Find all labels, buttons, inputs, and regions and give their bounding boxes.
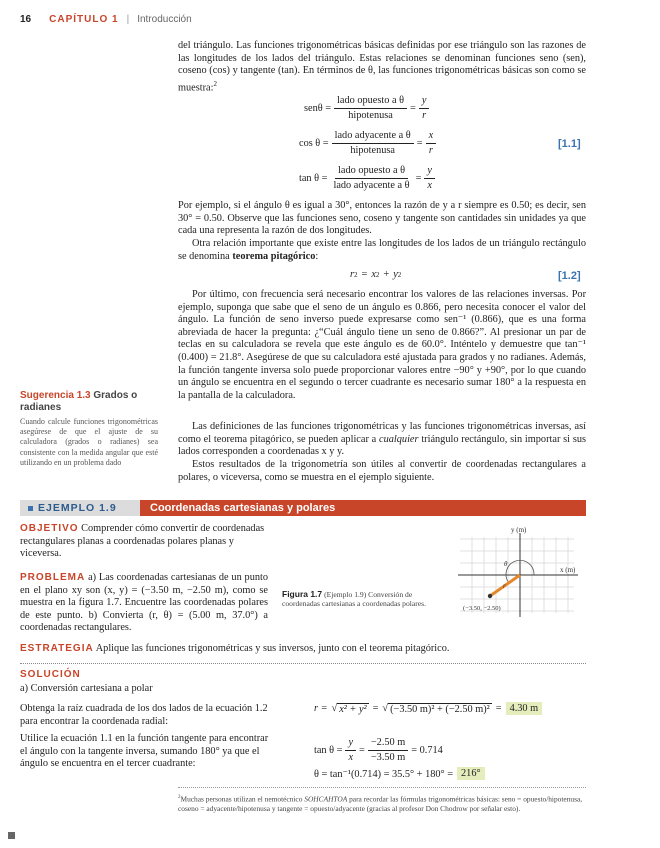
cos-fraction: $\frac{\text{lado adyacente a θ}}{\text{hipotenusa}}$: [332, 130, 414, 157]
equation-cos: cos θ = $\frac{\text{lado adyacente a θ}}{\text{hipotenusa}}$ = $\frac{x}{r}$: [299, 130, 439, 157]
point-marker: [488, 594, 492, 598]
pythagorean-paragraph: Otra relación importante que existe entre las longitudes de los lados de un triángulo rectángulo se denomina teorema pitagórico:: [178, 238, 586, 262]
radial-equation: r = √ x² + y² = √ (−3.50 m)² + (−2.50 m)² = 4.30 m: [314, 702, 542, 715]
example-label: EJEMPLO 1.9: [38, 502, 117, 514]
sin-ratio: $\frac{y}{r}$: [419, 95, 430, 122]
pythagorean-term: teorema pitagórico: [232, 250, 316, 262]
problema-block: PROBLEMA a) Las coordenadas cartesianas de un punto en el plano xy son (x, y) = (−3.50 m, −2.50 m), como se muestra en la figura 1.7. Encuentre las coordenadas polares de este punto. b) Convierta (r, θ) = (5.00 m, 37.0°) a coordenadas rectangulares.: [20, 572, 269, 634]
equation-sin: senθ = $\frac{\text{lado opuesto a θ}}{\text{hipotenusa}}$ = $\frac{y}{r}$: [304, 95, 432, 122]
step1-text: Obtenga la raíz cuadrada de los dos lados de la ecuación 1.2 para encontrar la coordenada radial:: [20, 703, 268, 727]
example-paragraph: Por ejemplo, si el ángulo θ es igual a 30°, entonces la razón de y a r siempre es 0.50; es decir, sen 30° = 0.50. Observe que las funciones seno, coseno y tangente son cantidades sin unidades ya que cada una representa la razón de dos longitudes.: [178, 200, 586, 237]
equation-pythagorean: r 2 = x 2 + y 2: [350, 269, 402, 280]
equation-number-1-1: [1.1]: [558, 138, 581, 150]
theta-result: 216°: [457, 767, 485, 780]
page-corner-mark: [8, 832, 15, 839]
footnote: $^2$Muchas personas utilizan el nemotécnico SOHCAHTOA para recordar las fórmulas trigonométricas básicas: seno = opuesto/hipotenusa, coseno = adyacente/hipotenusa y tangente = opuesto/adyacente (gracias al profesor Don Chodrow por señalar esto).: [178, 794, 583, 813]
inverse-paragraph: Por último, con frecuencia será necesario encontrar los valores de las relaciones inversas. Por ejemplo, suponga que sabe que el seno de un ángulo es 0.866, pero necesita conocer el valor del ángulo. La función de seno inverso puede expresarse como sen⁻¹ (0.866), que es una forma abreviada de hacer la pregunta: ¿“Cuál ángulo tiene un seno de 0.866?”. Al presionar un par de teclas en su calculadora se revela que este ángulo es de 60.0°. Inténtelo y demuestre que tan⁻¹ (0.400) = 21.8°. Asegúrese de que su calculadora esté ajustada para grados y no radianes. Además, la función tangente inversa solo puede proporcionar valores entre −90° y +90°, por lo que cuando un ángulo se encuentra en el segundo o tercer cuadrante es necesario sumar 180° a la respuesta en la pantalla de la calculadora.: [178, 289, 586, 401]
tan-ratio: $\frac{y}{x}$: [424, 165, 435, 192]
tan-fraction: $\frac{\text{lado opuesto a θ}}{\text{lado adyacente a θ}}$: [333, 165, 410, 191]
objetivo-block: OBJETIVO Comprender cómo convertir de coordenadas rectangulares planas a coordenadas polares planas y viceversa.: [20, 523, 265, 560]
equation-number-1-2: [1.2]: [558, 270, 581, 282]
header-separator: |: [126, 14, 130, 25]
tip-box: [20, 390, 158, 468]
solucion-label: SOLUCIÓN: [20, 669, 81, 680]
intro-paragraph: [178, 40, 586, 95]
chapter-title: Introducción: [137, 14, 192, 25]
equation-tan: tan θ = $\frac{\text{lado opuesto a θ}}{\text{lado adyacente a θ}}$ = $\frac{y}{x}$: [299, 165, 438, 192]
example-banner: [20, 500, 586, 516]
x-axis-label: x (m): [560, 566, 576, 574]
figure-label: Figura 1.7: [282, 589, 323, 599]
sqrt-symbol-1: √: [331, 703, 338, 714]
footnote-rule: [178, 787, 586, 788]
example-label-box: [20, 500, 140, 516]
tip-body: Cuando calcule funciones trigonométricas asegúrese de que el ajuste de su calculadora (grados o radianes) sea consistente con la medida angular que esté utilizando en un problema dado: [20, 417, 158, 467]
y-axis-label: y (m): [511, 526, 527, 534]
example-title: Coordenadas cartesianas y polares: [150, 502, 336, 514]
page-header: [20, 14, 192, 25]
results-paragraph: Estos resultados de la trigonometría son útiles al convertir de coordenadas rectangulares a polares, o viceversa, como se muestra en el ejemplo siguiente.: [178, 459, 586, 483]
sin-fraction: $\frac{\text{lado opuesto a θ}}{\text{hipotenusa}}$: [334, 95, 407, 122]
definitions-paragraph: Las definiciones de las funciones trigonométricas y las funciones trigonométricas inversas, así como el teorema pitagórico, se pueden aplicar a cualquier triángulo rectángulo, sin importar si sus lados corresponden a coordenadas x y y.: [178, 421, 586, 458]
radial-result: 4.30 m: [506, 702, 543, 715]
theta-label: θ: [504, 560, 508, 568]
figure-caption: Figura 1.7 (Ejemplo 1.9) Conversión de coordenadas cartesianas a coordenadas polares.: [282, 589, 426, 609]
example-square-icon: [28, 506, 33, 511]
page-number: 16: [20, 14, 32, 25]
step2-text: Utilice la ecuación 1.1 en la función tangente para encontrar el ángulo con la tangente inversa, sumando 180° ya que el ángulo se encuentra en el tercer cuadrante:: [20, 733, 269, 770]
part-a-heading: a) Conversión cartesiana a polar: [20, 683, 153, 694]
intro-text: del triángulo. Las funciones trigonométricas básicas definidas por ese triángulo son las razones de las longitudes de los lados del triángulo. Estas relaciones se denominan funciones seno (sen), coseno (cos) y tangente (tan). En términos de θ, las funciones trigonométricas básicas son como se muestra:: [178, 40, 586, 94]
divider-1: [20, 663, 586, 664]
r-label: r: [503, 582, 506, 590]
chapter-label: CAPÍTULO 1: [49, 14, 119, 25]
sqrt-symbol-2: √: [382, 703, 389, 714]
estrategia-block: ESTRATEGIA Aplique las funciones trigonométricas y sus inversos, junto con el teorema pitagórico.: [20, 643, 450, 654]
point-label: (−3.50, −2.50): [463, 605, 501, 612]
tip-title: Sugerencia 1.3 Grados o radianes: [20, 390, 138, 413]
theta-equation: θ = tan⁻¹(0.714) = 35.5° + 180° = 216°: [314, 767, 485, 780]
figure-1-7: [446, 525, 586, 625]
footnote-ref: 2: [213, 79, 217, 88]
cos-ratio: $\frac{x}{r}$: [426, 130, 437, 157]
tangent-equation: tan θ = $\frac{y}{x}$ = $\frac{-2.50 m}{-3.50 m}$ = 0.714: [314, 737, 443, 763]
